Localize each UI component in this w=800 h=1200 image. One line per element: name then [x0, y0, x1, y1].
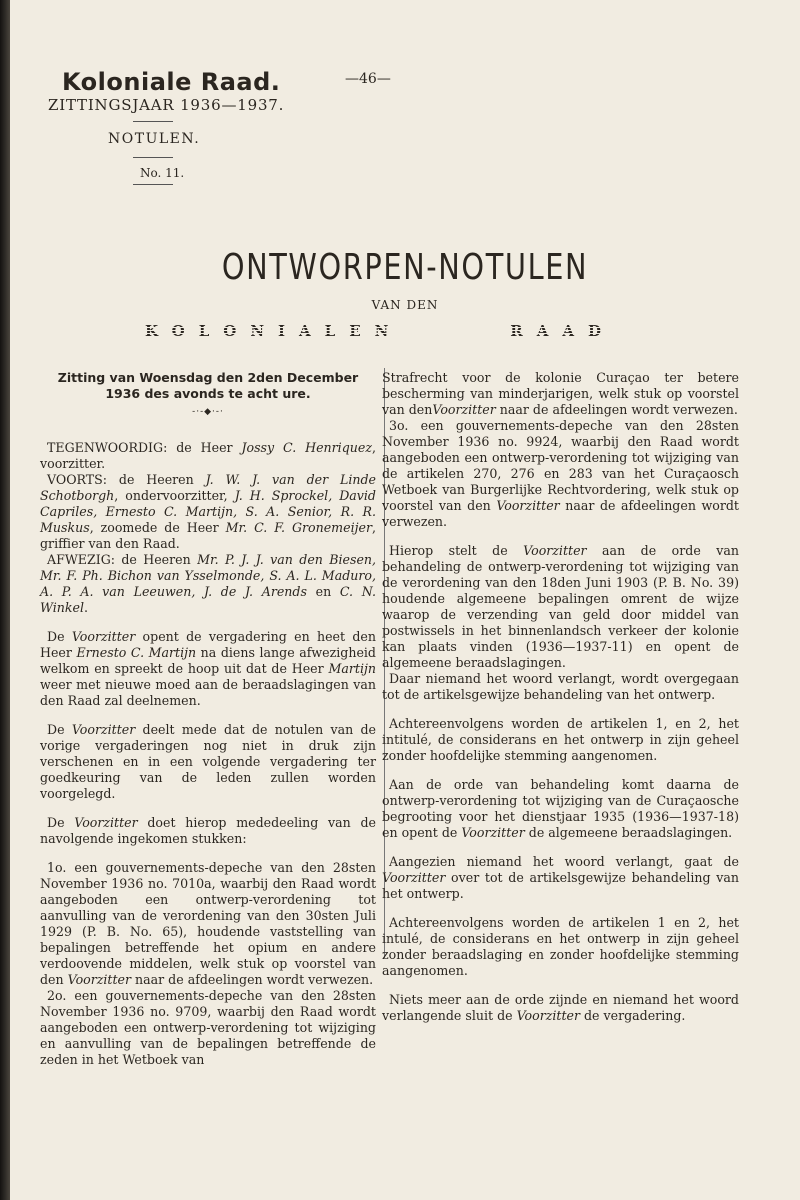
paragraph-item-2-cont: Strafrecht voor de kolonie Curaçao ter betere bescherming van minderjarigen, welk stuk op voorstel van denVoorzitter naar de afdeelingen wordt verwezen. — [382, 370, 739, 417]
paragraph-adopted-without-vote: Achtereenvolgens worden de artikelen 1 en 2, het intulé, de considerans en het ontwerp in zijn geheel zonder beraadslaging en zonder hoofdelijke stemming aangenomen. — [382, 915, 739, 978]
section-label: NOTULEN. — [108, 131, 201, 147]
paragraph-also-present: VOORTS: de Heeren J. W. J. van der Linde Schotborgh, ondervoorzitter, J. H. Sprockel, David Capriles, Ernesto C. Martijn, S. A. Senior, R. R. Muskus, zoomede de Heer Mr. C. F. Gronemeijer, griffier van den Raad. — [40, 472, 376, 551]
divider — [133, 121, 173, 122]
left-column — [40, 370, 376, 1068]
document-page — [10, 0, 800, 1200]
issue-number: No. 11. — [140, 166, 185, 180]
page-number: —46— — [345, 71, 391, 87]
sitting-heading: Zitting van Woensdag den 2den December 1936 des avonds te acht ure. — [57, 370, 359, 401]
right-column — [382, 370, 739, 1024]
divider — [133, 184, 173, 185]
masthead-title: ONTWORPEN-NOTULEN — [221, 247, 589, 288]
paragraph-closing: Niets meer aan de orde zijnde en niemand het woord verlangende sluit de Voorzitter de vergadering. — [382, 992, 739, 1023]
book-spine-edge — [0, 0, 10, 1200]
session-year: ZITTINGSJAAR 1936—1937. — [48, 96, 285, 114]
paragraph-articlewise: Aangezien niemand het woord verlangt, gaat de Voorzitter over tot de artikelsgewijze behandeling van het ontwerp. — [382, 854, 739, 901]
paragraph-item-2: 2o. een gouvernements-depeche van den 28sten November 1936 no. 9709, waarbij den Raad wordt aangeboden een ontwerp-verordening tot wijziging en aanvulling van de bepalingen betreffende de zeden in het Wetboek van — [40, 988, 376, 1067]
publication-title: Koloniale Raad. — [62, 68, 281, 96]
paragraph-absent: AFWEZIG: de Heeren Mr. P. J. J. van den Biesen, Mr. F. Ph. Bichon van Ysselmonde, S. A. L. Maduro, A. P. A. van Leeuwen, J. de J. Arends en C. N. Winkel. — [40, 552, 377, 615]
paragraph-no-speakers: Daar niemand het woord verlangt, wordt overgegaan tot de artikelsgewijze behandeling van het ontwerp. — [382, 671, 739, 702]
paragraph-minutes: De Voorzitter deelt mede dat de notulen van de vorige vergaderingen nog niet in druk zijn verschenen en in een volgende vergadering ter goedkeuring van de leden zullen worden voorgelegd. — [40, 722, 377, 801]
paragraph-budget-ordinance: Aan de orde van behandeling komt daarna de ontwerp-verordening tot wijziging van de Curaçaosche begrooting voor het dienstjaar 1935 (1936—1937-18) en opent de Voorzitter de algemeene beraadslagingen. — [382, 777, 739, 840]
paragraph-articles-adopted: Achtereenvolgens worden de artikelen 1, en 2, het intitulé, de considerans en het ontwerp in zijn geheel zonder hoofdelijke stemming aangenomen. — [382, 716, 739, 763]
council-name-word2: RAAD — [510, 322, 615, 340]
council-name-word1: KOLONIALEN — [145, 322, 403, 340]
paragraph-item-3: 3o. een gouvernements-depeche van den 28sten November 1936 no. 9924, waarbij den Raad wordt aangeboden een ontwerp-verordening tot wijziging van de artikelen 270, 276 en 283 van het Curaçaosch Wetboek van Burgerlijke Rechtvordering, welk stuk op voorstel van den Voorzitter naar de afdeelingen wordt verwezen. — [382, 418, 739, 529]
masthead-subtitle: VAN DEN — [371, 298, 439, 312]
council-name — [145, 322, 615, 340]
paragraph-opening: De Voorzitter opent de vergadering en heet den Heer Ernesto C. Martijn na diens lange afwezigheid welkom en spreekt de hoop uit dat de Heer Martijn weer met nieuwe moed aan de beraadslagingen van den Raad zal deelnemen. — [40, 629, 376, 708]
paragraph-announcement: De Voorzitter doet hierop mededeeling van de navolgende ingekomen stukken: — [40, 815, 376, 846]
divider — [133, 157, 173, 158]
ornament: -·-◆·-· — [192, 407, 224, 417]
paragraph-postal-ordinance: Hierop stelt de Voorzitter aan de orde van behandeling de ontwerp-verordening tot wijziging van de verordening van den 18den Juni 1903 (P. B. No. 39) houdende algemeene bepalingen omrent de wijze waarop de verzending van geld door middel van postwissels in het binnenlandsch verkeer der kolonie kan plaats vinden (1936—1937-11) en opent de algemeene beraadslagingen. — [382, 543, 739, 670]
paragraph-item-1: 1o. een gouvernements-depeche van den 28sten November 1936 no. 7010a, waarbij den Raad wordt aangeboden een ontwerp-verordening tot aanvulling van de verordening van den 30sten Juli 1929 (P. B. No. 65), houdende vaststelling van bepalingen betreffende het opium en andere verdoovende middelen, welk stuk op voorstel van den Voorzitter naar de afdeelingen wordt verwezen. — [40, 860, 376, 987]
paragraph-present: TEGENWOORDIG: de Heer Jossy C. Henriquez, voorzitter. — [40, 440, 376, 471]
